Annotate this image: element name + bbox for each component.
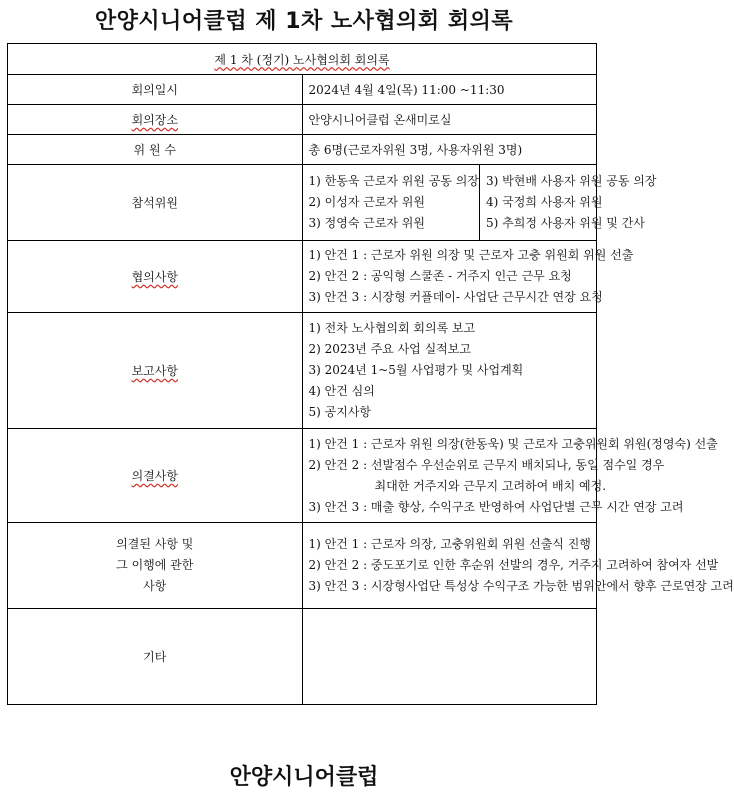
value-place: 안양시니어클럽 온새미로실 <box>302 105 597 135</box>
value-other <box>302 609 597 705</box>
attendee-item: 3) 정영숙 근로자 위원 <box>308 216 425 230</box>
label-followup-line: 그 이행에 관한 <box>116 558 194 572</box>
followup-item: 2) 안건 2 : 중도포기로 인한 후순위 선발의 경우, 거주지 고려하여 참여자 선발 <box>308 558 719 572</box>
attendees-left-col <box>303 171 480 234</box>
agenda-item: 3) 안건 3 : 시장형 커플데이- 사업단 근무시간 연장 요청 <box>308 290 603 304</box>
attendee-item: 2) 이성자 근로자 위원 <box>308 195 425 209</box>
row-other <box>8 609 597 705</box>
report-item: 1) 전차 노사협의회 회의록 보고 <box>308 321 476 335</box>
value-agenda <box>302 241 634 313</box>
report-item: 3) 2024년 1~5월 사업평가 및 사업계획 <box>308 363 524 377</box>
row-followup <box>8 523 597 609</box>
label-reports-text: 보고사항 <box>131 364 178 378</box>
label-date: 회의일시 <box>8 75 303 105</box>
resolution-item: 1) 안건 1 : 근로자 위원 의장(한동욱) 및 근로자 고충위원회 위원(정영숙) 선출 <box>308 436 718 451</box>
value-followup <box>302 523 734 609</box>
agenda-item: 1) 안건 1 : 근로자 위원 의장 및 근로자 고충 위원회 위원 선출 <box>308 248 634 262</box>
followup-item: 3) 안건 3 : 시장형사업단 특성상 수익구조 가능한 범위안에서 향후 근로연장 고려 <box>308 579 734 593</box>
resolution-item: 3) 안건 3 : 매출 향상, 수익구조 반영하여 사업단별 근무 시간 연장 고려 <box>308 499 684 514</box>
document-title: 안양시니어클럽 제 1차 노사협의회 회의록 <box>94 9 514 34</box>
attendee-item: 1) 한동욱 근로자 위원 공동 의장 <box>308 174 479 188</box>
resolution-item-continued: 최대한 거주지와 근무지 고려하여 배치 예정. <box>374 478 607 493</box>
attendee-item: 4) 국정희 사용자 위원 <box>486 195 603 209</box>
report-item: 2) 2023년 주요 사업 실적보고 <box>308 342 471 356</box>
table-header <box>8 44 597 75</box>
label-other: 기타 <box>8 609 303 705</box>
agenda-item: 2) 안건 2 : 공익형 스쿨존 - 거주지 인근 근무 요청 <box>308 269 572 283</box>
attendee-item: 3) 박현배 사용자 위원 공동 의장 <box>486 174 657 188</box>
label-agenda-text: 협의사항 <box>131 270 178 284</box>
value-attendees <box>302 165 657 241</box>
label-reports <box>8 313 303 429</box>
label-followup-line: 사항 <box>143 579 167 593</box>
table-header-row <box>8 44 597 75</box>
row-reports <box>8 313 597 429</box>
row-agenda <box>8 241 597 313</box>
row-attendees <box>8 165 597 241</box>
label-members: 위 원 수 <box>8 135 303 165</box>
label-attendees: 참석위원 <box>8 165 303 241</box>
label-resolutions-text: 의결사항 <box>131 469 178 483</box>
document-footer: 안양시니어클럽 <box>229 765 379 790</box>
resolution-item: 2) 안건 2 : 선발점수 우선순위로 근무지 배치되나, 동일 점수일 경우 <box>308 457 665 472</box>
attendee-item: 5) 추희정 사용자 위원 및 간사 <box>486 216 645 230</box>
label-followup-line: 의결된 사항 및 <box>116 537 194 551</box>
label-followup <box>8 523 303 609</box>
value-resolutions <box>302 429 718 523</box>
label-place-text: 회의장소 <box>131 113 178 127</box>
row-members <box>8 135 597 165</box>
label-agenda <box>8 241 303 313</box>
followup-item: 1) 안건 1 : 근로자 의장, 고충위원회 위원 선출식 진행 <box>308 537 591 551</box>
attendees-right-col <box>479 165 657 240</box>
row-date <box>8 75 597 105</box>
row-place <box>8 105 597 135</box>
table-header-text: 제 1 차 (정기) 노사협의회 회의록 <box>214 52 390 67</box>
value-reports <box>302 313 597 429</box>
label-resolutions <box>8 429 303 523</box>
label-place <box>8 105 303 135</box>
minutes-table <box>7 43 734 705</box>
row-resolutions <box>8 429 597 523</box>
report-item: 4) 안건 심의 <box>308 384 375 398</box>
value-date: 2024년 4월 4일(목) 11:00 ~11:30 <box>302 75 597 105</box>
value-members: 총 6명(근로자위원 3명, 사용자위원 3명) <box>302 135 597 165</box>
report-item: 5) 공지사항 <box>308 405 371 419</box>
